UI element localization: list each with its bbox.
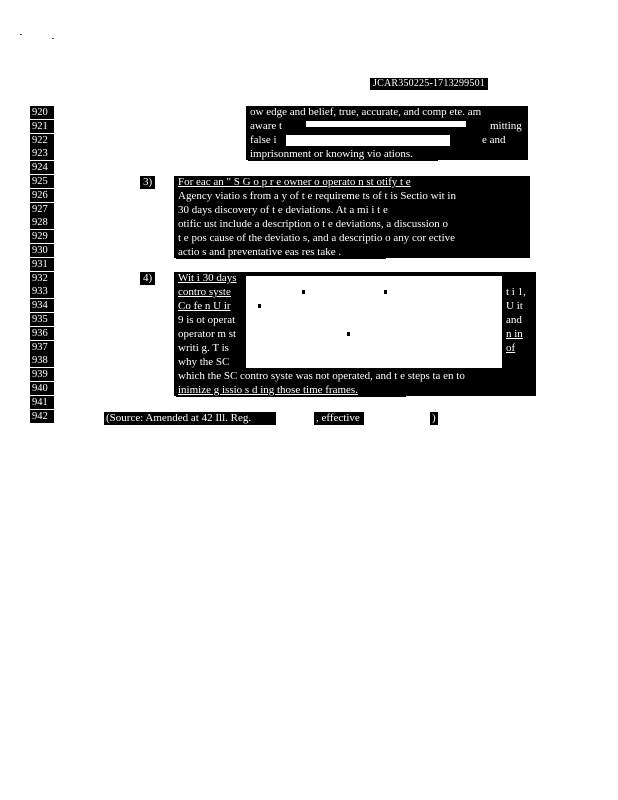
redaction-bar [364, 413, 430, 424]
item-4-line-3: Co fe n U ir [176, 300, 246, 313]
item-4-line-6: writi g. T is [176, 342, 246, 355]
item-4-line-4: 9 is ot operat [176, 314, 246, 327]
item-4-right-fragment: U it [504, 300, 536, 313]
source-prefix: (Source: Amended at 42 Ill. Reg. [104, 412, 276, 425]
item-4-right-fragment: of [504, 342, 536, 355]
item-3-line-4: otific ust include a description o t e deviations, a discussion o [176, 218, 528, 231]
item-4-right-fragment: and [504, 314, 536, 327]
line-number: 922 [30, 134, 54, 147]
line-number: 928 [30, 216, 54, 229]
paragraph-1-fragment-and: e and [480, 134, 528, 147]
item-4-line-7: why the SC [176, 356, 246, 369]
line-number: 942 [30, 410, 54, 423]
source-suffix: ) [430, 412, 438, 425]
line-number: 921 [30, 120, 54, 133]
line-number: 933 [30, 285, 54, 298]
scan-mark [384, 290, 387, 294]
scan-mark [258, 304, 261, 308]
line-number: 941 [30, 396, 54, 409]
line-number: 940 [30, 382, 54, 395]
line-number: 927 [30, 203, 54, 216]
item-3-label: 3) [140, 176, 155, 189]
line-number: 926 [30, 189, 54, 202]
line-number: 930 [30, 244, 54, 257]
line-number: 931 [30, 258, 54, 271]
paragraph-1-line-2: aware t [248, 120, 308, 133]
line-number: 935 [30, 313, 54, 326]
item-3-line-5: t e pos cause of the deviatio s, and a descriptio o any cor ective [176, 232, 528, 245]
item-4-right-fragment: n in [504, 328, 536, 341]
item-3-line-3: 30 days discovery of t e deviations. At a mi i t e [176, 204, 528, 217]
item-4-line-8: which the SC contro syste was not operated, and t e steps ta en to [176, 370, 536, 383]
line-number: 920 [30, 106, 54, 119]
scan-speck [52, 38, 54, 39]
paragraph-1-fragment-committing: mitting [488, 120, 528, 133]
item-4-right-fragment: t i 1, [504, 286, 536, 299]
redaction-bar [276, 413, 314, 424]
redaction-bar [306, 121, 466, 127]
line-number: 923 [30, 147, 54, 160]
scan-mark [302, 290, 305, 294]
item-4-line-1: Wit i 30 days [176, 272, 250, 285]
paragraph-1-line-1: ow edge and belief, true, accurate, and comp ete. am [248, 106, 528, 119]
item-4-line-9: inimize g issio s d ing those time frames. [176, 384, 406, 397]
document-id: JCAR350225-1713299501 [370, 78, 488, 90]
line-number: 937 [30, 341, 54, 354]
paragraph-1-line-4: imprisonment or knowing vio ations. [248, 148, 438, 161]
line-number: 934 [30, 299, 54, 312]
item-4-line-5: operator m st [176, 328, 246, 341]
line-number: 938 [30, 354, 54, 367]
line-number: 929 [30, 230, 54, 243]
source-middle: , effective [314, 412, 364, 425]
scan-speck [20, 34, 22, 35]
item-3-line-2: Agency viatio s from a y of t e requireme ts of t is Sectio wit in [176, 190, 528, 203]
item-4-label: 4) [140, 272, 155, 285]
line-number: 939 [30, 368, 54, 381]
line-number: 925 [30, 175, 54, 188]
line-number: 932 [30, 272, 54, 285]
redaction-bar [286, 135, 450, 146]
line-number: 924 [30, 161, 54, 174]
item-4-line-2: contro syste [176, 286, 246, 299]
redaction-box [246, 276, 502, 368]
item-3-line-6: actio s and preventative eas res take . [176, 246, 386, 259]
line-number: 936 [30, 327, 54, 340]
scan-mark [347, 332, 350, 336]
item-3-line-1: For eac an " S G o p r e owner o operato n st otify t e [176, 176, 528, 189]
paragraph-1-line-3: false i [248, 134, 284, 147]
